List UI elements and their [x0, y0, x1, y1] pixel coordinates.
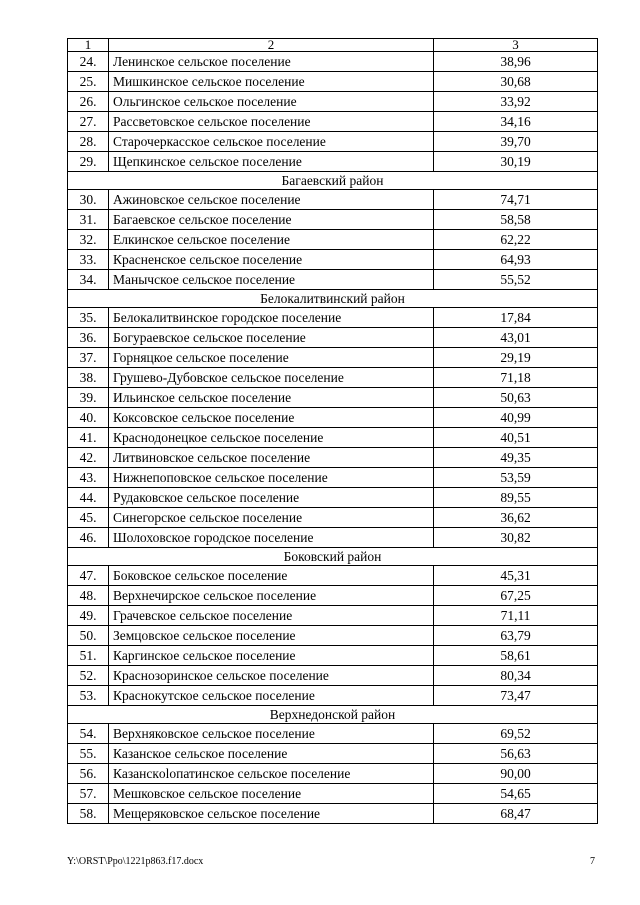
row-number: 43. — [68, 468, 109, 488]
settlement-name: Мещеряковское сельское поселение — [109, 804, 434, 824]
settlement-name: Мешковское сельское поселение — [109, 784, 434, 804]
coefficient-value: 62,22 — [434, 230, 598, 250]
row-number: 25. — [68, 72, 109, 92]
table-row — [68, 92, 598, 112]
footer-file-path: Y:\ORST\Ppo\1221p863.f17.docx — [67, 856, 204, 867]
table-row — [68, 646, 598, 666]
table-row — [68, 764, 598, 784]
coefficient-value: 71,18 — [434, 368, 598, 388]
settlement-name: Литвиновское сельское поселение — [109, 448, 434, 468]
coefficient-value: 45,31 — [434, 566, 598, 586]
settlement-name: Белокалитвинское городское поселение — [109, 308, 434, 328]
table-body — [68, 39, 598, 824]
settlement-name: Синегорское сельское поселение — [109, 508, 434, 528]
settlement-name: Земцовское сельское поселение — [109, 626, 434, 646]
row-number: 30. — [68, 190, 109, 210]
settlement-name: Грушево-Дубовское сельское поселение — [109, 368, 434, 388]
row-number: 32. — [68, 230, 109, 250]
table-header-row — [68, 39, 598, 52]
district-header-row — [68, 706, 598, 724]
row-number: 31. — [68, 210, 109, 230]
settlement-name: Шолоховское городское поселение — [109, 528, 434, 548]
settlement-name: Казанскolопатинское сельское поселение — [109, 764, 434, 784]
table-row — [68, 488, 598, 508]
settlement-name: Старочеркасское сельское поселение — [109, 132, 434, 152]
coefficient-value: 69,52 — [434, 724, 598, 744]
row-number: 40. — [68, 408, 109, 428]
row-number: 58. — [68, 804, 109, 824]
row-number: 56. — [68, 764, 109, 784]
row-number: 57. — [68, 784, 109, 804]
coefficient-value: 49,35 — [434, 448, 598, 468]
table-row — [68, 508, 598, 528]
settlement-name: Краснокутское сельское поселение — [109, 686, 434, 706]
table-row — [68, 270, 598, 290]
settlement-name: Верхнечирское сельское поселение — [109, 586, 434, 606]
district-header-row — [68, 548, 598, 566]
table-row — [68, 230, 598, 250]
settlement-name: Ольгинское сельское поселение — [109, 92, 434, 112]
settlement-name: Краснозоринское сельское поселение — [109, 666, 434, 686]
header-col-3: 3 — [434, 39, 598, 52]
coefficient-value: 36,62 — [434, 508, 598, 528]
table-row — [68, 112, 598, 132]
coefficient-value: 34,16 — [434, 112, 598, 132]
row-number: 41. — [68, 428, 109, 448]
table-row — [68, 152, 598, 172]
coefficient-value: 39,70 — [434, 132, 598, 152]
table-row — [68, 666, 598, 686]
table-row — [68, 784, 598, 804]
row-number: 37. — [68, 348, 109, 368]
settlement-name: Багаевское сельское поселение — [109, 210, 434, 230]
coefficient-value: 50,63 — [434, 388, 598, 408]
coefficient-value: 80,34 — [434, 666, 598, 686]
header-col-2: 2 — [109, 39, 434, 52]
table-row — [68, 132, 598, 152]
settlement-name: Красненское сельское поселение — [109, 250, 434, 270]
coefficient-value: 40,99 — [434, 408, 598, 428]
row-number: 36. — [68, 328, 109, 348]
table-row — [68, 804, 598, 824]
district-name: Белокалитвинский район — [68, 290, 598, 308]
settlement-name: Краснодонецкое сельское поселение — [109, 428, 434, 448]
row-number: 38. — [68, 368, 109, 388]
table-row — [68, 606, 598, 626]
row-number: 52. — [68, 666, 109, 686]
settlement-name: Нижнепоповское сельское поселение — [109, 468, 434, 488]
coefficient-value: 17,84 — [434, 308, 598, 328]
settlement-name: Богураевское сельское поселение — [109, 328, 434, 348]
row-number: 47. — [68, 566, 109, 586]
row-number: 28. — [68, 132, 109, 152]
table-row — [68, 586, 598, 606]
row-number: 53. — [68, 686, 109, 706]
row-number: 46. — [68, 528, 109, 548]
table-row — [68, 72, 598, 92]
coefficient-value: 38,96 — [434, 52, 598, 72]
table-row — [68, 408, 598, 428]
coefficient-value: 89,55 — [434, 488, 598, 508]
coefficient-value: 33,92 — [434, 92, 598, 112]
coefficient-value: 40,51 — [434, 428, 598, 448]
coefficient-value: 54,65 — [434, 784, 598, 804]
table-row — [68, 348, 598, 368]
coefficient-value: 71,11 — [434, 606, 598, 626]
table-row — [68, 308, 598, 328]
settlement-name: Елкинское сельское поселение — [109, 230, 434, 250]
settlement-name: Грачевское сельское поселение — [109, 606, 434, 626]
row-number: 44. — [68, 488, 109, 508]
coefficient-value: 64,93 — [434, 250, 598, 270]
coefficient-value: 55,52 — [434, 270, 598, 290]
coefficient-value: 30,19 — [434, 152, 598, 172]
footer-page-number: 7 — [590, 856, 595, 867]
table-row — [68, 190, 598, 210]
document-table — [67, 38, 598, 824]
header-col-1: 1 — [68, 39, 109, 52]
table-row — [68, 528, 598, 548]
table-row — [68, 468, 598, 488]
coefficient-value: 63,79 — [434, 626, 598, 646]
coefficient-value: 58,58 — [434, 210, 598, 230]
row-number: 29. — [68, 152, 109, 172]
table-row — [68, 724, 598, 744]
table-row — [68, 744, 598, 764]
coefficient-value: 53,59 — [434, 468, 598, 488]
coefficient-value: 90,00 — [434, 764, 598, 784]
row-number: 54. — [68, 724, 109, 744]
coefficient-value: 73,47 — [434, 686, 598, 706]
coefficient-value: 67,25 — [434, 586, 598, 606]
settlement-name: Казанское сельское поселение — [109, 744, 434, 764]
table-row — [68, 428, 598, 448]
settlement-name: Мишкинское сельское поселение — [109, 72, 434, 92]
table-row — [68, 210, 598, 230]
row-number: 24. — [68, 52, 109, 72]
row-number: 33. — [68, 250, 109, 270]
settlement-name: Рудаковское сельское поселение — [109, 488, 434, 508]
row-number: 39. — [68, 388, 109, 408]
row-number: 27. — [68, 112, 109, 132]
table-row — [68, 328, 598, 348]
row-number: 35. — [68, 308, 109, 328]
table-row — [68, 388, 598, 408]
settlement-name: Ленинское сельское поселение — [109, 52, 434, 72]
row-number: 50. — [68, 626, 109, 646]
coefficient-value: 56,63 — [434, 744, 598, 764]
settlement-name: Ильинское сельское поселение — [109, 388, 434, 408]
settlement-name: Рассветовское сельское поселение — [109, 112, 434, 132]
settlement-name: Верхняковское сельское поселение — [109, 724, 434, 744]
coefficient-value: 30,68 — [434, 72, 598, 92]
row-number: 34. — [68, 270, 109, 290]
table-row — [68, 626, 598, 646]
settlement-name: Щепкинское сельское поселение — [109, 152, 434, 172]
row-number: 49. — [68, 606, 109, 626]
district-name: Багаевский район — [68, 172, 598, 190]
settlement-name: Ажиновское сельское поселение — [109, 190, 434, 210]
table-row — [68, 250, 598, 270]
district-header-row — [68, 290, 598, 308]
coefficient-value: 29,19 — [434, 348, 598, 368]
row-number: 26. — [68, 92, 109, 112]
coefficient-value: 30,82 — [434, 528, 598, 548]
row-number: 48. — [68, 586, 109, 606]
settlement-name: Горняцкое сельское поселение — [109, 348, 434, 368]
row-number: 42. — [68, 448, 109, 468]
district-header-row — [68, 172, 598, 190]
coefficient-value: 74,71 — [434, 190, 598, 210]
row-number: 45. — [68, 508, 109, 528]
table-row — [68, 566, 598, 586]
row-number: 55. — [68, 744, 109, 764]
settlement-name: Коксовское сельское поселение — [109, 408, 434, 428]
table-row — [68, 368, 598, 388]
table-row — [68, 448, 598, 468]
coefficient-value: 43,01 — [434, 328, 598, 348]
coefficient-value: 68,47 — [434, 804, 598, 824]
settlement-name: Боковское сельское поселение — [109, 566, 434, 586]
table-row — [68, 686, 598, 706]
settlement-name: Манычское сельское поселение — [109, 270, 434, 290]
coefficient-value: 58,61 — [434, 646, 598, 666]
district-name: Верхнедонской район — [68, 706, 598, 724]
settlement-name: Каргинское сельское поселение — [109, 646, 434, 666]
table-row — [68, 52, 598, 72]
district-name: Боковский район — [68, 548, 598, 566]
row-number: 51. — [68, 646, 109, 666]
